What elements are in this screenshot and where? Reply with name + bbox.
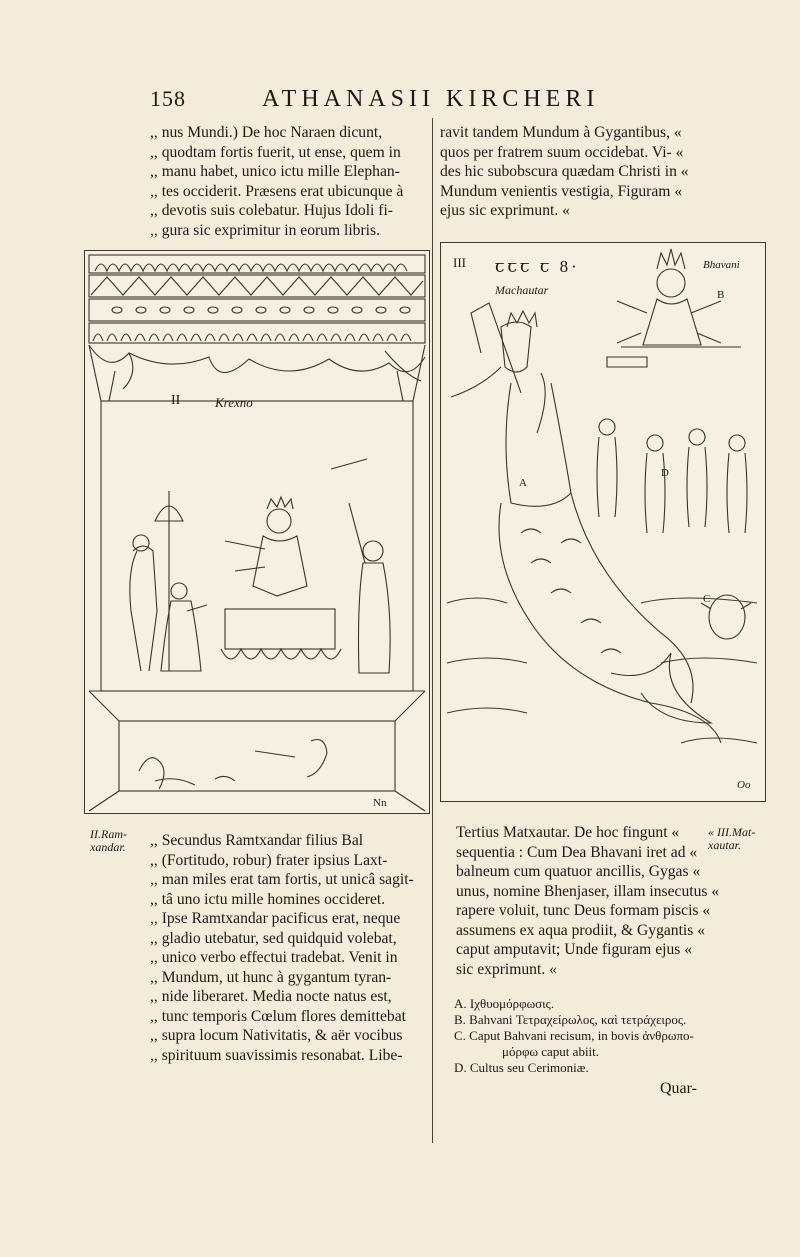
plate-machautar <box>440 242 766 802</box>
text-line: ,, devotis suis colebatur. Hujus Idoli fi- <box>150 202 393 219</box>
text-line: Tertius Matxautar. De hoc fingunt « <box>456 824 680 841</box>
text-line: ravit tandem Mundum à Gygantibus, « <box>440 124 682 141</box>
text-line: assumens ex aqua prodiit, & Gygantis « <box>456 921 706 939</box>
plate-krexno <box>84 250 430 814</box>
plate-number: III <box>453 255 466 270</box>
text-line: sequentia : Cum Dea Bhavani iret ad « <box>456 843 698 861</box>
figure-label-d: D <box>661 467 669 479</box>
text-line: sic exprimunt. « <box>456 960 557 978</box>
text-line: ejus sic exprimunt. « <box>440 202 570 219</box>
legend-item-c: C. Caput Bahvani recisum, in bovis ἀνθρωπο- <box>454 1028 694 1043</box>
page-number: 158 <box>150 86 186 111</box>
text-line: ,, nide liberaret. Media nocte natus est, <box>150 988 392 1005</box>
text-line: ,, gladio utebatur, sed quidquid volebat, <box>150 929 397 947</box>
text-line: ,, Secundus Ramtxandar filius Bal <box>150 832 364 849</box>
text-line: ,, tunc temporis Cœlum flores demittebat <box>150 1007 406 1025</box>
figure-label-a: A <box>519 477 527 489</box>
text-line: unus, nomine Bhenjaser, illam insecutus « <box>456 882 720 900</box>
text-line: ,, manu habet, unico ictu mille Elephan- <box>150 163 400 180</box>
margin-note-line: xautar. <box>708 838 741 852</box>
plate-signature: Nn <box>373 797 387 809</box>
right-top-text <box>440 123 770 221</box>
text-line: ,, man miles erat tam fortis, ut unicâ sagit- <box>150 871 414 888</box>
plate-title: Machautar <box>495 283 549 297</box>
page-header <box>0 86 800 120</box>
text-line: des hic subobscura quædam Christi in « <box>440 163 689 180</box>
legend-item-b: B. Bahvani Τετραχείρωλος, καὶ τετράχειρος. <box>454 1012 687 1027</box>
text-line: quos per fratrem suum occidebat. Vi- « <box>440 143 684 161</box>
left-top-text <box>150 123 432 240</box>
text-line: ,, Ipse Ramtxandar pacificus erat, neque <box>150 910 401 927</box>
deity-label: Bhavani <box>703 259 740 271</box>
right-bottom-text <box>456 823 720 979</box>
margin-note-left <box>90 828 127 854</box>
text-line: ,, tâ uno ictu mille homines occideret. <box>150 890 386 908</box>
plate-title: Krexno <box>215 395 253 410</box>
text-line: Mundum venientis vestigia, Figuram « <box>440 182 683 200</box>
krexno-engraving <box>85 251 429 813</box>
figure-legend <box>454 996 754 1076</box>
figure-label-b: B <box>717 289 725 301</box>
margin-note-right <box>708 826 755 852</box>
text-line: ,, nus Mundi.) De hoc Naraen dicunt, <box>150 124 383 141</box>
text-line: ,, gura sic exprimitur in eorum libris. <box>150 221 380 239</box>
left-bottom-text <box>150 831 430 1065</box>
text-line: rapere voluit, tunc Deus formam piscis « <box>456 902 711 919</box>
text-line: ,, tes occiderit. Præsens erat ubicunque à <box>150 182 404 200</box>
machautar-engraving <box>441 243 765 801</box>
text-line: ,, spirituum suavissimis resonabat. Libe- <box>150 1046 403 1064</box>
margin-note-line: xandar. <box>90 840 126 854</box>
figure-label-c: C <box>703 593 711 605</box>
text-line: balneum cum quatuor ancillis, Gygas « <box>456 863 701 880</box>
margin-note-line: II.Ram- <box>90 827 127 841</box>
text-line: ,, Mundum, ut hunc à gygantum tyran- <box>150 968 392 986</box>
catchword: Quar- <box>660 1080 697 1097</box>
text-line: ,, unico verbo effectui tradebat. Venit in <box>150 949 398 966</box>
text-line: ,, (Fortitudo, robur) frater ipsius Laxt- <box>150 851 388 869</box>
plate-signature: Oo <box>737 779 751 791</box>
text-line: ,, quodtam fortis fuerit, ut ense, quem in <box>150 143 401 161</box>
column-divider <box>432 118 433 1143</box>
legend-item-d: D. Cultus seu Cerimoniæ. <box>454 1060 589 1075</box>
text-line: caput amputavit; Unde figuram ejus « <box>456 941 693 958</box>
plate-number: II <box>171 393 181 408</box>
text-line: ,, supra locum Nativitatis, & aër vocibus <box>150 1027 403 1044</box>
margin-note-line: « III.Mat- <box>708 825 756 839</box>
legend-item-c-cont: μόρφω caput abiit. <box>502 1044 600 1059</box>
running-title: ATHANASII KIRCHERI <box>262 86 600 112</box>
legend-item-a: A. Ιχθυομόρφωσις. <box>454 996 555 1011</box>
plate-glyphs: ꞇꞇꞇ ꞇ 8· <box>495 257 580 276</box>
